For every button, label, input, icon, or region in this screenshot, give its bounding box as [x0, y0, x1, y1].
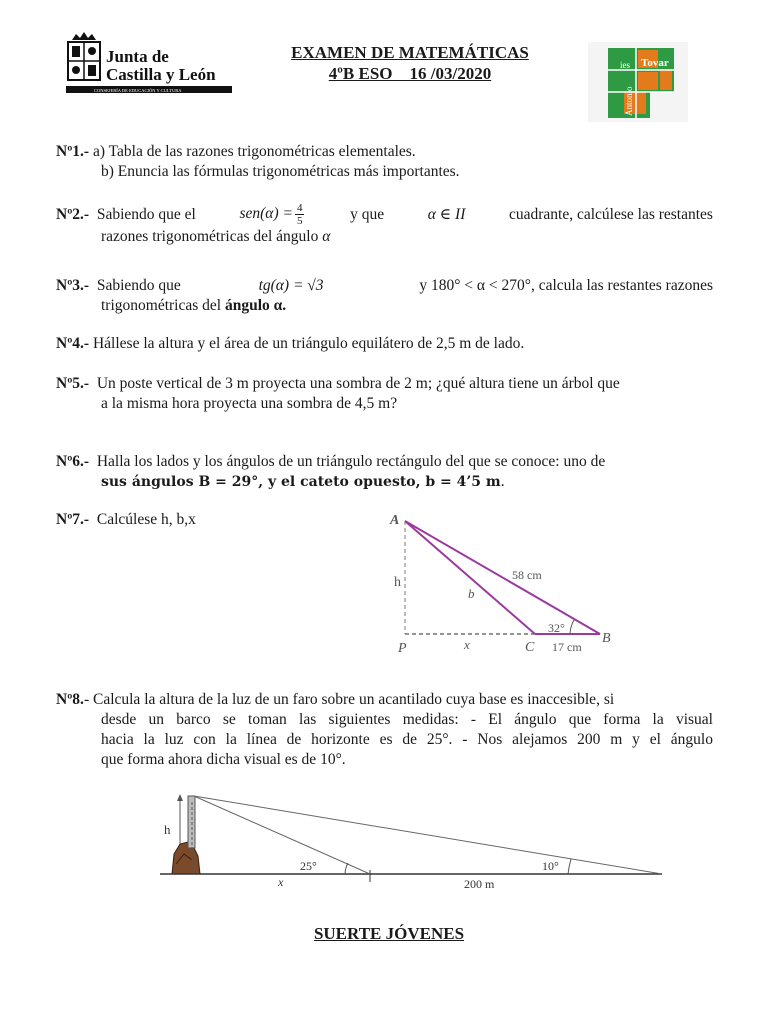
q5-line2: a la misma hora proyecta una sombra de 4,5 m?: [101, 395, 398, 412]
q2-condition: α ∈ II: [427, 205, 466, 223]
q7-text: Calcúlese h, b,x: [96, 511, 196, 528]
question-4: [56, 334, 524, 354]
q6-line1: Halla los lados y los ángulos de un triángulo rectángulo del que se conoce: uno de: [96, 453, 606, 470]
q2-expression: sen(α) =: [239, 205, 293, 223]
label-17cm: 17 cm: [552, 640, 582, 654]
label-58cm: 58 cm: [512, 568, 542, 582]
label-A: A: [390, 513, 400, 528]
junta-castilla-leon-logo: [66, 32, 232, 96]
q7-number: Nº7.-: [56, 511, 90, 528]
cliff-icon: [172, 842, 200, 874]
label-x: x: [464, 637, 470, 652]
label-C: C: [525, 640, 535, 655]
q3-line2b: ángulo α.: [224, 297, 287, 314]
q6-line2-end: .: [500, 473, 505, 490]
q3-text2: y 180° < α < 270°, calcula las restantes razones: [419, 277, 713, 294]
logo-tovar: Tovar: [641, 57, 669, 69]
question-7: [56, 510, 196, 530]
hypotenuse-ab: [405, 521, 600, 634]
fig2-label-200m: 200 m: [464, 877, 495, 891]
question-5: [56, 374, 620, 414]
label-32deg: 32°: [548, 621, 565, 635]
ies-antonio-tovar-logo: [588, 42, 688, 122]
arc-25: [345, 863, 348, 874]
logo-ies: ies: [620, 60, 630, 70]
q2-text3: cuadrante, calcúlese las restantes: [508, 205, 713, 223]
label-h: h: [394, 575, 401, 590]
q2-fraction: $\frac{4}{5}$: [296, 202, 303, 227]
q2-number: Nº2.-: [56, 205, 90, 223]
q5-line1: Un poste vertical de 3 m proyecta una sombra de 2 m; ¿qué altura tiene un árbol que: [96, 375, 620, 392]
q2-alpha: α: [322, 228, 331, 245]
q5-number: Nº5.-: [56, 375, 90, 392]
q3-number: Nº3.-: [56, 277, 90, 294]
q2-text2: y que: [350, 205, 385, 223]
figure-triangle: [380, 506, 630, 658]
q3-line2a: trigonométricas del: [101, 297, 222, 314]
q8-line1: - Calcula la altura de la luz de un faro sobre un acantilado cuya base es inaccesible, si: [83, 691, 615, 708]
q8-line2: desde un barco se toman las siguientes medidas: - El ángulo que forma la visual: [101, 711, 713, 728]
logo-line2: Castilla y León: [106, 65, 216, 84]
logo-tagline: CONSEJERÍA DE EDUCACIÓN Y CULTURA: [94, 88, 182, 93]
coat-of-arms-icon: [68, 32, 100, 80]
q4-text: Hállese la altura y el área de un triángulo equilátero de 2,5 m de lado.: [92, 335, 525, 352]
question-1: [56, 142, 460, 182]
fig2-label-h: h: [164, 822, 171, 837]
fig2-label-x: x: [278, 875, 284, 889]
fig2-label-25: 25°: [300, 859, 317, 873]
q3-text1: Sabiendo que: [96, 277, 181, 294]
label-P: P: [398, 641, 407, 656]
visual-10: [194, 796, 662, 874]
footer-good-luck: SUERTE JÓVENES: [313, 924, 465, 943]
question-8: [56, 690, 713, 770]
label-B: B: [602, 631, 611, 646]
exam-subtitle: 4ºB ESO 16 /03/2020: [328, 64, 492, 83]
q2-line2: razones trigonométricas del ángulo: [101, 228, 319, 245]
logo-antonio: Antonio: [624, 86, 634, 116]
q6-line2: sus ángulos B = 29°, y el cateto opuesto, b = 4’5 m: [101, 474, 501, 490]
angle-arc-32: [570, 620, 574, 634]
q8-line4: que forma ahora dicha visual es de 10°.: [101, 751, 346, 768]
q2-text1: Sabiendo que el: [96, 205, 196, 223]
q1-part-b: b) Enuncia las fórmulas trigonométricas más importantes.: [101, 163, 460, 180]
logo-line1: Junta de: [106, 47, 169, 66]
figure-lighthouse: [150, 784, 670, 894]
question-6: [56, 452, 605, 492]
fig2-label-10: 10°: [542, 859, 559, 873]
question-2: [56, 202, 713, 247]
visual-25: [194, 796, 370, 874]
q8-line3: hacia la luz con la línea de horizonte es de 25°. - Nos alejamos 200 m y el ángulo: [101, 731, 713, 748]
exam-title: EXAMEN DE MATEMÁTICAS: [291, 43, 529, 62]
question-3: [56, 276, 713, 316]
q1-number: Nº1.-: [56, 143, 90, 160]
arc-10: [568, 859, 571, 874]
q8-number: Nº8.: [56, 691, 84, 708]
q4-number: Nº4.-: [56, 335, 90, 352]
exam-header: [240, 42, 580, 84]
q1-part-a: a) Tabla de las razones trigonométricas elementales.: [92, 143, 416, 160]
q3-expression: tg(α) = √3: [258, 277, 324, 294]
q6-number: Nº6.-: [56, 453, 90, 470]
label-b: b: [468, 586, 475, 601]
